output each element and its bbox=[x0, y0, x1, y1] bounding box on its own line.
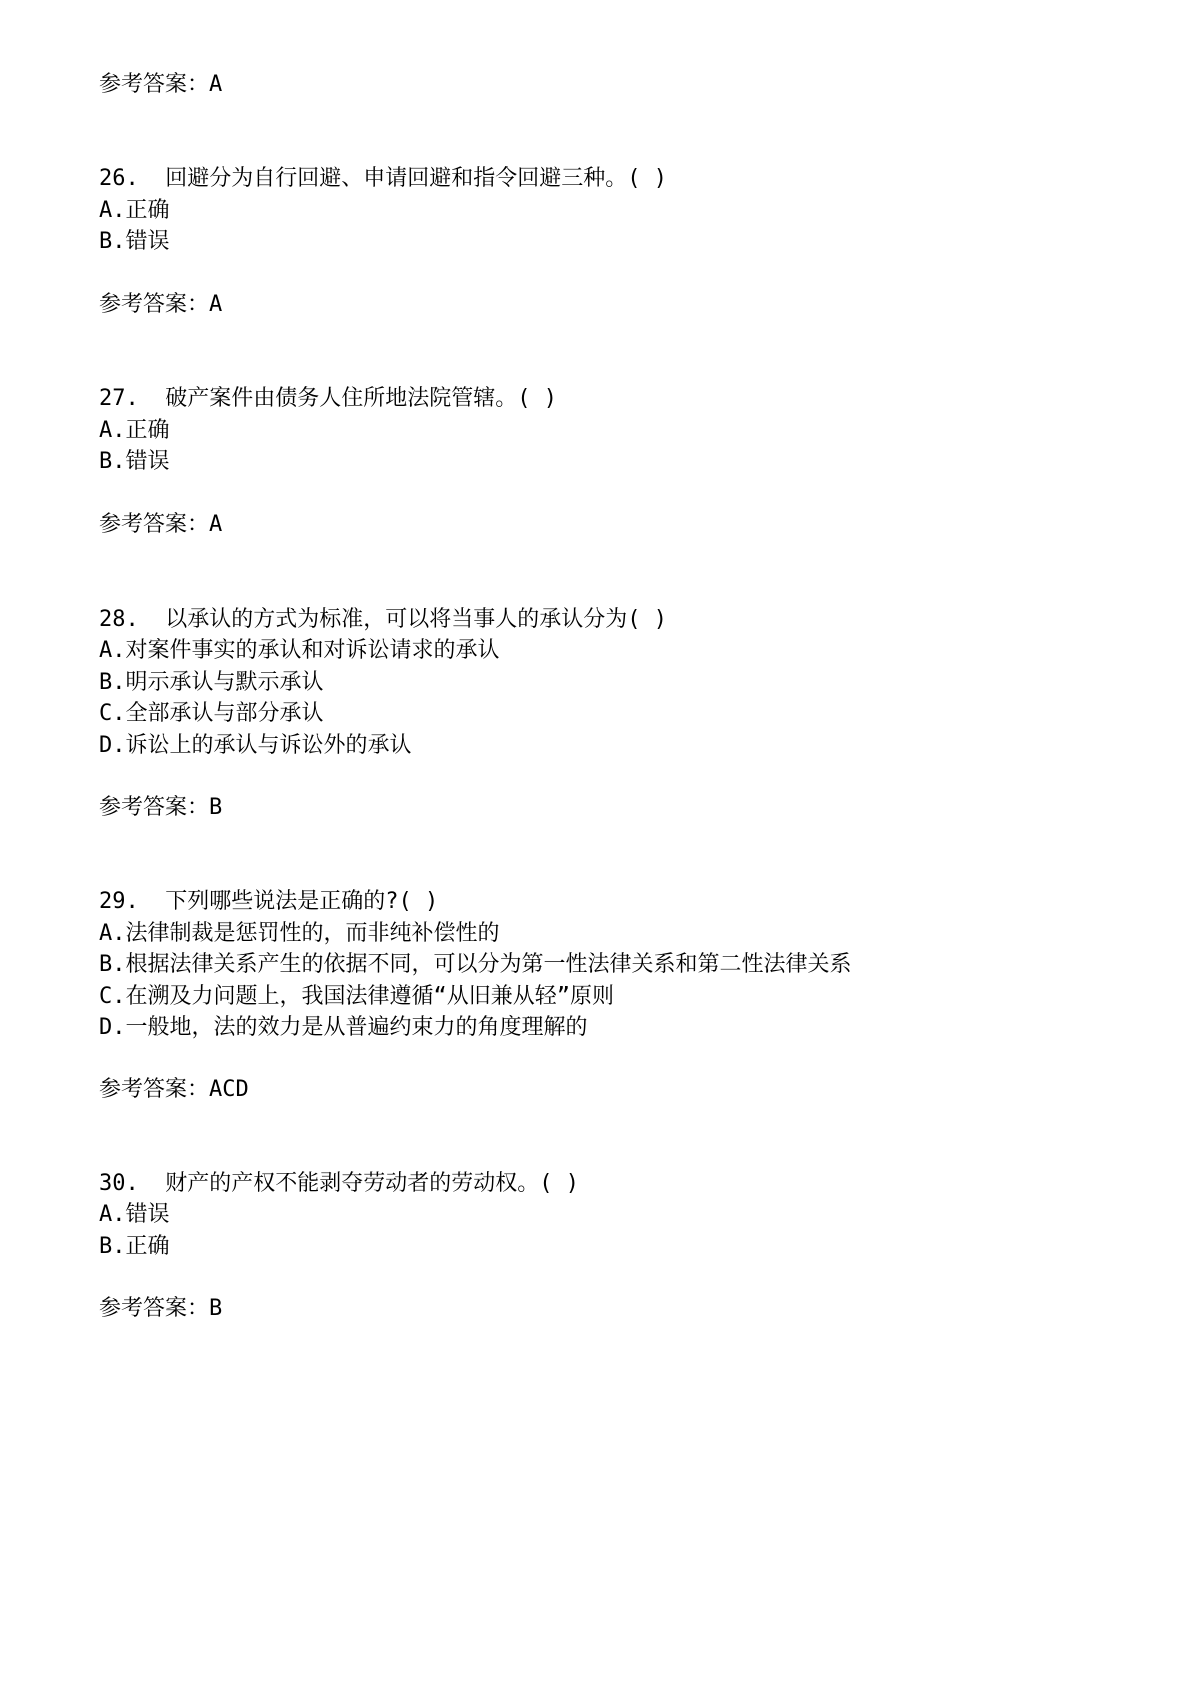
answer-line-30 bbox=[99, 1295, 222, 1323]
answer-line-27 bbox=[99, 511, 222, 539]
answer-value: A bbox=[209, 512, 223, 537]
option-26-b: B.错误 bbox=[99, 229, 170, 254]
answer-label: 参考答案： bbox=[99, 1296, 210, 1321]
option-26-a: A.正确 bbox=[99, 198, 170, 223]
option-28-c: C.全部承认与部分承认 bbox=[99, 701, 324, 726]
option-28-a: A.对案件事实的承认和对诉讼请求的承认 bbox=[99, 638, 500, 663]
option-28-b: B.明示承认与默示承认 bbox=[99, 670, 324, 695]
answer-label: 参考答案： bbox=[99, 292, 210, 317]
question-text: 以承认的方式为标准，可以将当事人的承认分为( ) bbox=[165, 607, 667, 632]
question-number: 26. bbox=[99, 166, 139, 191]
question-27 bbox=[99, 385, 557, 413]
option-27-a: A.正确 bbox=[99, 418, 170, 443]
question-30 bbox=[99, 1170, 579, 1198]
question-28 bbox=[99, 606, 667, 634]
answer-label: 参考答案： bbox=[99, 795, 210, 820]
answer-label: 参考答案： bbox=[99, 1077, 210, 1102]
answer-line-26 bbox=[99, 291, 222, 319]
option-29-c: C.在溯及力问题上，我国法律遵循“从旧兼从轻”原则 bbox=[99, 984, 614, 1009]
option-30-b: B.正确 bbox=[99, 1234, 170, 1259]
answer-value: B bbox=[209, 795, 223, 820]
question-number: 29. bbox=[99, 889, 139, 914]
option-29-d: D.一般地，法的效力是从普遍约束力的角度理解的 bbox=[99, 1015, 588, 1040]
answer-value: B bbox=[209, 1296, 223, 1321]
question-text: 下列哪些说法是正确的?( ) bbox=[165, 889, 439, 914]
answer-label: 参考答案： bbox=[99, 72, 210, 97]
question-number: 30. bbox=[99, 1171, 139, 1196]
answer-label: 参考答案： bbox=[99, 512, 210, 537]
option-30-a: A.错误 bbox=[99, 1202, 170, 1227]
option-28-d: D.诉讼上的承认与诉讼外的承认 bbox=[99, 733, 412, 758]
question-text: 财产的产权不能剥夺劳动者的劳动权。( ) bbox=[165, 1171, 579, 1196]
question-26 bbox=[99, 165, 667, 193]
question-29 bbox=[99, 888, 438, 916]
option-27-b: B.错误 bbox=[99, 449, 170, 474]
question-number: 28. bbox=[99, 607, 139, 632]
question-number: 27. bbox=[99, 386, 139, 411]
option-29-b: B.根据法律关系产生的依据不同，可以分为第一性法律关系和第二性法律关系 bbox=[99, 952, 852, 977]
answer-value: ACD bbox=[209, 1077, 249, 1102]
question-text: 破产案件由债务人住所地法院管辖。( ) bbox=[165, 386, 557, 411]
answer-line-29 bbox=[99, 1076, 249, 1104]
answer-value: A bbox=[209, 72, 223, 97]
answer-line-top bbox=[99, 71, 222, 99]
option-29-a: A.法律制裁是惩罚性的，而非纯补偿性的 bbox=[99, 921, 500, 946]
question-text: 回避分为自行回避、申请回避和指令回避三种。( ) bbox=[165, 166, 667, 191]
answer-line-28 bbox=[99, 794, 222, 822]
answer-value: A bbox=[209, 292, 223, 317]
